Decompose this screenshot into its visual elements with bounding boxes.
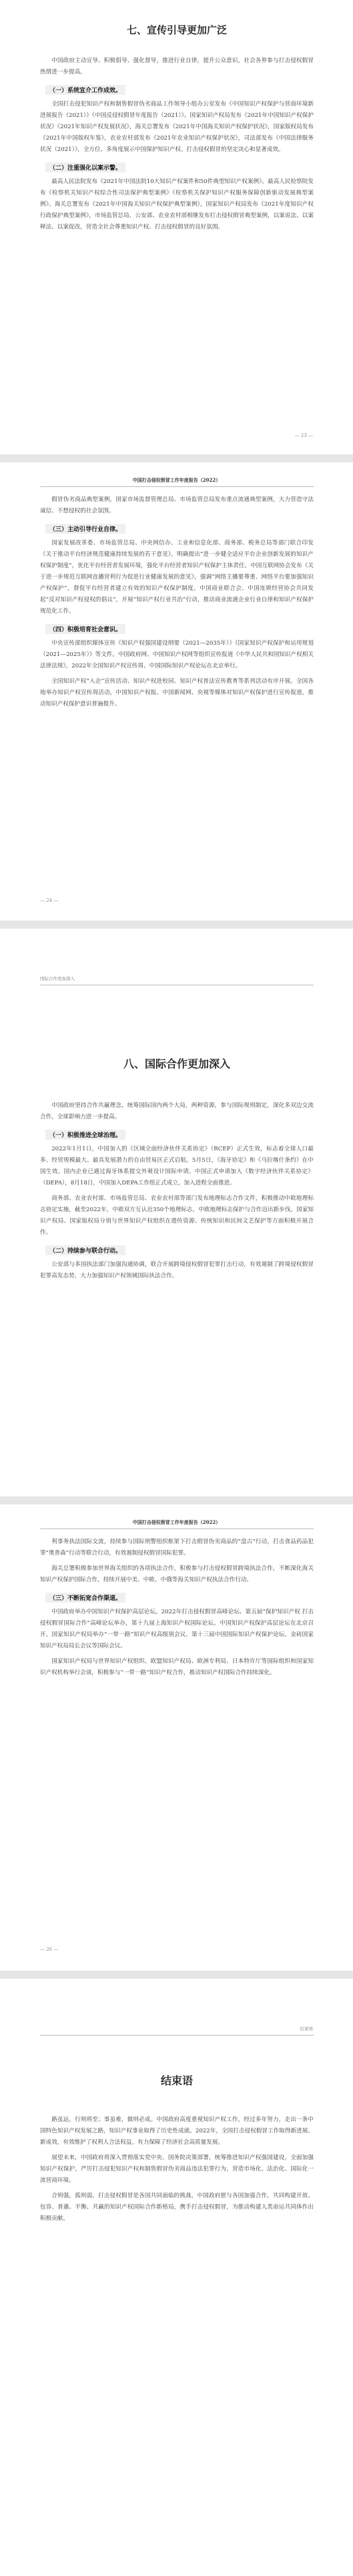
chapter-title: 结束语 bbox=[160, 2074, 193, 2087]
chapter-title: 八、国际合作更加深入 bbox=[123, 1058, 230, 1070]
subsection-heading: （二）注重强化以案示警。 bbox=[45, 162, 125, 172]
subsection-heading: （二）持续参与联合行动。 bbox=[45, 1245, 125, 1255]
paragraph: 合则强，孤则弱。打击侵权假冒是各国共同面临的挑战，中国政府愿与各国加强合作，共同构建开放、包容、普惠、平衡、共赢的知识产权国际合作新格局，携手打击侵权假冒，为推动构建人类命运共同体作出积极贡献。 bbox=[40, 2193, 314, 2222]
paragraph: 中国政府举办中国知识产权保护高层论坛。2022年打击侵权假冒高峰论坛、第五届“保护知识产权 打击侵权假冒国际合作”高峰论坛举办，第十九届上海知识产权国际论坛、中国知识产权保护高层论坛在北京召开。国家知识产权局举办“一带一路”知识产权高级别会议、第十三届中国国际知识产权保护论坛、金砖国家知识产权局局长会议等国际会议。 bbox=[40, 1609, 314, 1649]
paragraph: 中央宣传部组织媒体宣传《知识产权强国建设纲要（2021—2035年）》《国家知识产权保护和运用规划（2021—2025年）》等文件。中国政府网、中国知识产权网等组织宣传报道《中华人民共和国知识产权相关法律法规》，2022年全国知识产权宣传周、中国国际知识产权论坛在北京举行。 bbox=[40, 640, 314, 669]
page-2 bbox=[0, 462, 353, 921]
paragraph: 全国知识产权“入企”宣传活动、知识产权进校园、知识产权普法宣传教育等系列活动有序开展。全国各地举办知识产权宣传周活动，中国知识产权报、中国新闻网、央视等媒体对知识产权保护进行宣传报道，推动知识产权保护意识普遍提升。 bbox=[40, 678, 314, 707]
paragraph: 2022年1月1日，中国加入的《区域全面经济伙伴关系协定》（RCEP）正式生效，标志着全球人口最多、经贸规模最大、最具发展潜力的自由贸易区正式启航。5月5日，《海牙协定》和《马拉喀什条约》在中国生效。国内企业已通过海牙体系提交外观设计国际申请。中国正式申请加入《数字经济伙伴关系协定》（DEPA），8月18日，中国加入DEPA工作组正式成立，加入进程全面推进。 bbox=[40, 1146, 314, 1186]
page-gap bbox=[0, 921, 353, 929]
subsection-heading: （三）主动引导行业自律。 bbox=[45, 524, 125, 534]
paragraph: 路虽远，行则将至；事虽难，做则必成。中国政府高度重视知识产权工作，经过多年努力，走出一条中国特色知识产权发展之路，知识产权事业取得了历史性成就。2022年，全国打击侵权假冒工作取得新进展、新成效，有效维护了权利人合法权益，有力保障了经济社会高质量发展。 bbox=[40, 2116, 314, 2146]
section-title: 七、宣传引导更加广泛 bbox=[126, 24, 227, 36]
paragraph: 商务部、农业农村部、市场监管总局、农业农村部等部门发布地理标志合作文件，积极推动中欧地理标志协定实施，截至2022年，中欧双方互认近350个地理标志，中欧地理标志保护与合作迈出新步伐。国家知识产权局、国家版权局分别与世界知识产权组织在遗传资源、传统知识和民间文艺保护等方面积极开展合作。 bbox=[40, 1195, 314, 1236]
paragraph: 国家发展改革委、市场监管总局、中央网信办、工业和信息化部、商务部、税务总局等部门联合印发《关于推动平台经济规范健康持续发展的若干意见》，明确提出“进一步健全适应平台企业创新发展的知识产权保护制度”，优化平台经营者发展环境，强化平台经营者知识产权保护主体责任。中国互联网协会发布《关于进一步规范互联网直播营利行为促进行业健康发展的意见》，强调“网络主播要尊重、网络平台要加强知识产权保护”，督促平台经营者建立有效的知识产权保护制度。中国商业联合会、中国连锁经营协会共同发起“反对知识产权侵权的倡议”，开展“知识产权行业共治”行动，推动商业流通企业行业自律和知识产权保护规范化工作。 bbox=[40, 540, 314, 615]
subsection-heading: （四）积极培育社会意识。 bbox=[45, 624, 125, 634]
subsection-heading: （三）不断拓宽合作渠道。 bbox=[45, 1593, 125, 1603]
header-rule bbox=[40, 486, 314, 487]
subsection-heading: （一）积极推进全球治理。 bbox=[45, 1130, 125, 1140]
page-gap bbox=[0, 454, 353, 462]
paragraph: 假冒伪劣商品典型案例，国家市场监督管理总局、市场监管总局发布重点流通典型案例，大力营造守法诚信、不想侵权的社会氛围。 bbox=[40, 496, 314, 514]
intro-paragraph: 中国政府坚持合作共赢理念，统筹国际国内两个大局，两种资源，参与国际规则制定，深化多双边交流合作，全球影响力进一步提高。 bbox=[40, 1102, 314, 1120]
header-rule bbox=[40, 1528, 314, 1529]
paragraph: 国家知识产权局与世界知识产权组织、欧盟知识产权局、欧洲专利局、日本特许厅等国际组织和国家知识产权机构举行会谈，积极参与“一带一路”知识产权合作，推动知识产权国际合作持续深化。 bbox=[40, 1658, 314, 1676]
header-rule bbox=[40, 2035, 314, 2036]
running-header: 国际合作更加深入 bbox=[40, 976, 75, 981]
running-header: 结束语 bbox=[300, 2026, 313, 2032]
paragraph: 海关总署积极参加世界海关组织的各项执法合作，积极参与打击侵权假冒跨境执法合作，不断深化海关知识产权保护国际合作，持续开展中美、中欧、中俄等海关知识产权执法合作行动。 bbox=[40, 1565, 314, 1583]
page-1 bbox=[0, 0, 353, 454]
paragraph: 全国打击侵犯知识产权和制售假冒伪劣商品工作领导小组办公室发布《中国知识产权保护与营商环境新进展报告（2021）》《中国反侵权假冒年度报告（2021）》。国家知识产权局发布《2021年中国知识产权保护状况》《2021年知识产权发展状况》，海关总署发布《2021年中国海关知识产权保护状况》，国家版权局发布《2021年中国版权年鉴》，农业农村部发布《2021年农业知识产权保护状况》，司法部发布《中国法律服务状况（2021）》，全方位、多角度展示中国保护知识产权、打击侵权假冒的坚定决心和显著成效。 bbox=[40, 101, 314, 153]
page-5 bbox=[0, 1979, 353, 2576]
paragraph: 公安部与多国执法部门加强沟通协调，联合开展跨境侵权假冒犯罪打击行动，有效遏制了跨境侵权假冒犯罪高发态势，大力加强知识产权领域国际执法合作。 bbox=[40, 1261, 314, 1279]
intro-paragraph: 中国政府主动宣导、积极倡导、强化督导，推进行业自律，提升公众意识，社会各界参与打击侵权假冒热情进一步提高。 bbox=[40, 57, 314, 75]
subsection-heading: （一）系统宣介工作成效。 bbox=[45, 85, 125, 95]
paragraph: 最高人民法院发布《2021年中国法院10大知识产权案件和50件典型知识产权案例》。最高人民检察院发布《检察机关知识产权综合性司法保护典型案例》《检察机关保护知识产权服务保障创新驱动发展典型案例》。海关总署发布《2021年中国海关知识产权保护典型案例》，国家知识产权局发布《2021年度知识产权行政保护典型案例》，市场监管总局、公安部、农业农村部相继发布打击侵权假冒典型案例，以案说法、以案释法、以案促改，营造全社会尊重知识产权、打击侵权假冒的良好氛围。 bbox=[40, 178, 314, 230]
paragraph: 展望未来，中国政府将深入贯彻落实党中央、国务院决策部署，统筹推进知识产权强国建设，全面加强知识产权保护，严厉打击侵犯知识产权和制售假冒伪劣商品违法犯罪行为，营造市场化、法治化、国际化一流营商环境。 bbox=[40, 2154, 314, 2184]
page-number: — 23 — bbox=[294, 433, 313, 438]
page-gap bbox=[0, 1971, 353, 1979]
page-3 bbox=[0, 929, 353, 1496]
running-header: 中国打击侵权假冒工作年度报告（2022） bbox=[132, 1519, 221, 1525]
paragraph: 利事务执法国际交流，持续参与国际刑警组织框架下打击假冒伪劣商品的“盘古”行动，打击食品药品犯罪“奥普森”行动等联合行动，有效遏制侵权假冒国际犯罪。 bbox=[40, 1539, 314, 1557]
page-number: — 24 — bbox=[40, 898, 59, 903]
page-gap bbox=[0, 1496, 353, 1504]
running-header: 中国打击侵权假冒工作年度报告（2022） bbox=[132, 477, 221, 483]
page-4 bbox=[0, 1504, 353, 1971]
page-number: — 26 — bbox=[40, 1947, 59, 1952]
